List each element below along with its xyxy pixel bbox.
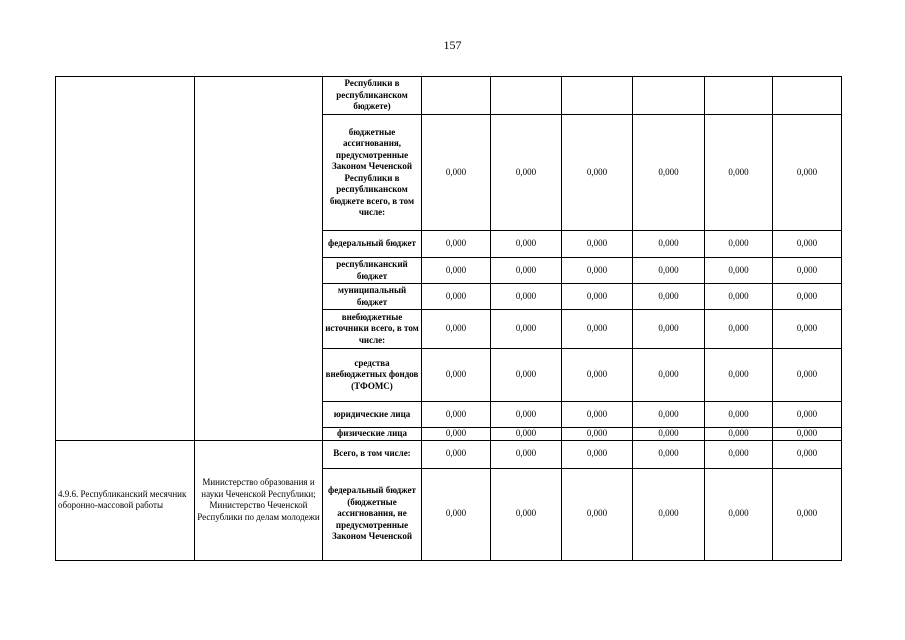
amount-cell: 0,000 [491,428,562,441]
executor-cell [195,77,323,441]
amount-cell: 0,000 [773,468,842,560]
amount-cell: 0,000 [562,468,633,560]
table-row [56,440,842,468]
amount-cell: 0,000 [422,440,491,468]
amount-cell [562,77,633,115]
funding-source-cell: муниципальный бюджет [323,284,422,310]
amount-cell: 0,000 [705,468,773,560]
amount-cell [491,77,562,115]
amount-cell: 0,000 [773,115,842,231]
amount-cell: 0,000 [491,258,562,284]
amount-cell: 0,000 [773,284,842,310]
amount-cell: 0,000 [562,349,633,402]
amount-cell: 0,000 [633,310,705,349]
amount-cell: 0,000 [773,231,842,258]
amount-cell: 0,000 [491,115,562,231]
amount-cell: 0,000 [633,349,705,402]
amount-cell: 0,000 [422,468,491,560]
amount-cell: 0,000 [705,402,773,428]
amount-cell: 0,000 [491,402,562,428]
amount-cell: 0,000 [705,310,773,349]
amount-cell: 0,000 [633,402,705,428]
funding-source-cell: федеральный бюджет (бюджетные ассигнования, не предусмотренные Законом Чеченской [323,468,422,560]
amount-cell: 0,000 [422,231,491,258]
amount-cell: 0,000 [773,258,842,284]
table-body [56,77,842,561]
amount-cell: 0,000 [422,115,491,231]
amount-cell: 0,000 [562,258,633,284]
activity-name-cell [56,77,195,441]
amount-cell: 0,000 [705,440,773,468]
amount-cell: 0,000 [633,468,705,560]
amount-cell: 0,000 [562,402,633,428]
amount-cell: 0,000 [422,428,491,441]
funding-source-cell: республиканский бюджет [323,258,422,284]
funding-source-cell: Всего, в том числе: [323,440,422,468]
amount-cell: 0,000 [633,258,705,284]
activity-name-cell: 4.9.6. Республиканский месячник оборонно-массовой работы [56,440,195,560]
amount-cell: 0,000 [491,349,562,402]
amount-cell: 0,000 [422,310,491,349]
amount-cell: 0,000 [562,115,633,231]
amount-cell: 0,000 [705,349,773,402]
amount-cell: 0,000 [491,468,562,560]
amount-cell: 0,000 [705,115,773,231]
amount-cell: 0,000 [633,231,705,258]
amount-cell: 0,000 [773,440,842,468]
amount-cell: 0,000 [562,231,633,258]
budget-table [55,76,842,561]
executor-cell: Министерство образования и науки Чеченской Республики; Министерство Чеченской Республики по делам молодежи [195,440,323,560]
amount-cell: 0,000 [705,428,773,441]
amount-cell: 0,000 [773,310,842,349]
amount-cell: 0,000 [491,231,562,258]
amount-cell: 0,000 [705,231,773,258]
amount-cell: 0,000 [562,310,633,349]
amount-cell: 0,000 [562,440,633,468]
amount-cell: 0,000 [705,258,773,284]
amount-cell: 0,000 [422,284,491,310]
amount-cell: 0,000 [773,349,842,402]
funding-source-cell: средства внебюджетных фондов (ТФОМС) [323,349,422,402]
amount-cell [422,77,491,115]
amount-cell: 0,000 [562,284,633,310]
funding-source-cell: внебюджетные источники всего, в том числе: [323,310,422,349]
amount-cell: 0,000 [705,284,773,310]
page-number: 157 [443,38,462,52]
amount-cell: 0,000 [633,440,705,468]
amount-cell: 0,000 [422,402,491,428]
funding-source-cell: физические лица [323,428,422,441]
amount-cell: 0,000 [633,284,705,310]
amount-cell: 0,000 [633,115,705,231]
amount-cell: 0,000 [491,440,562,468]
amount-cell: 0,000 [773,428,842,441]
amount-cell: 0,000 [491,284,562,310]
table-row [56,77,842,115]
amount-cell: 0,000 [491,310,562,349]
funding-source-cell: федеральный бюджет [323,231,422,258]
amount-cell [773,77,842,115]
amount-cell: 0,000 [633,428,705,441]
amount-cell: 0,000 [773,402,842,428]
amount-cell [705,77,773,115]
funding-source-cell: бюджетные ассигнования, предусмотренные Законом Чеченской Республики в республиканском бюджете всего, в том числе: [323,115,422,231]
amount-cell [633,77,705,115]
amount-cell: 0,000 [422,349,491,402]
funding-source-cell: Республики в республиканском бюджете) [323,77,422,115]
amount-cell: 0,000 [562,428,633,441]
funding-source-cell: юридические лица [323,402,422,428]
amount-cell: 0,000 [422,258,491,284]
